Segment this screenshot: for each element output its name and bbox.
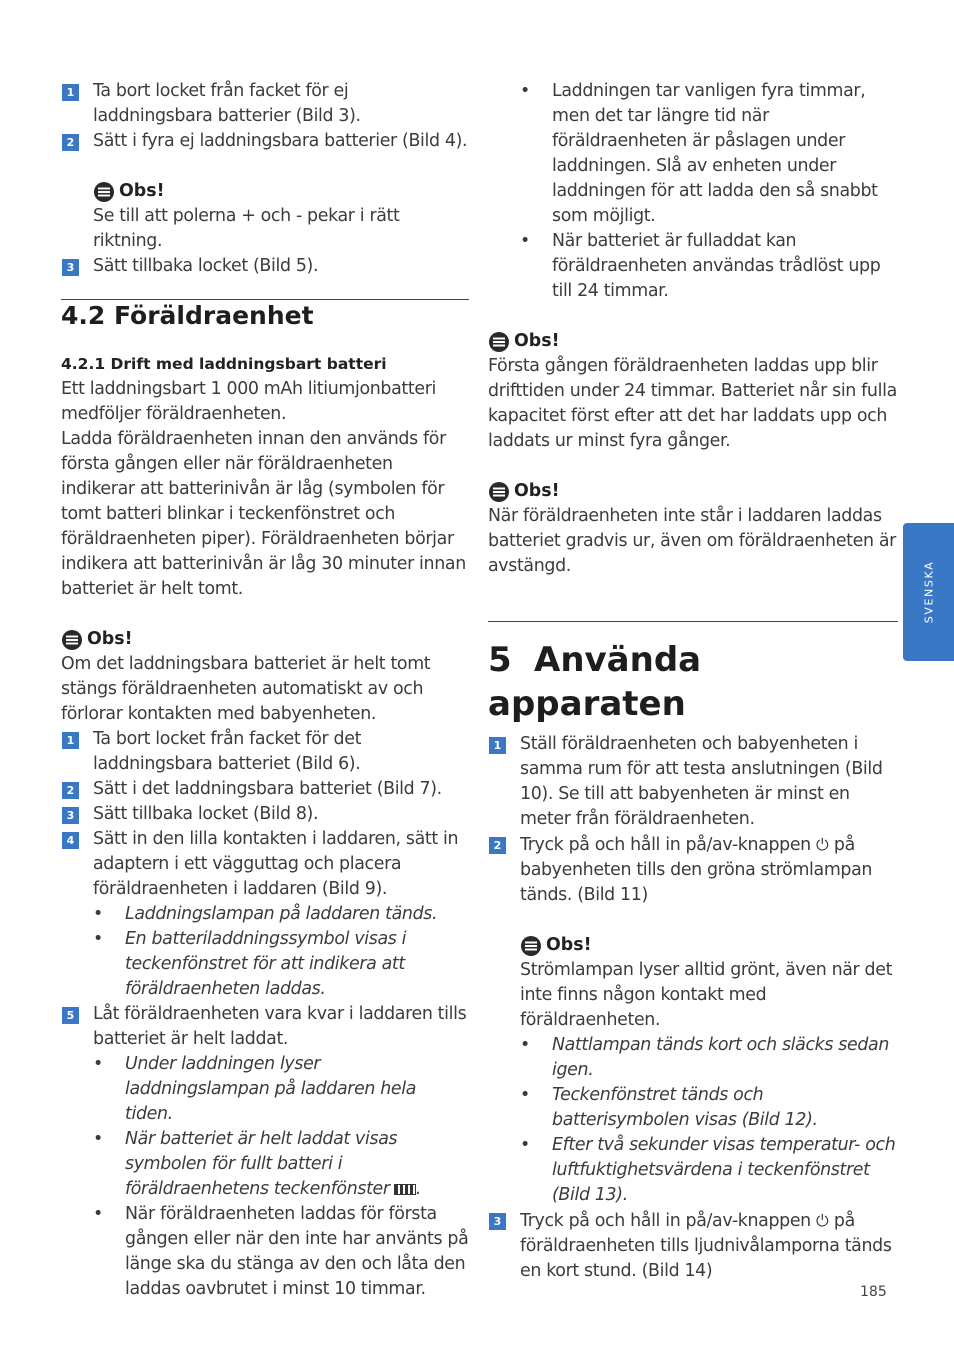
note-text: Om det laddningsbara batteriet är helt tomt stängs föräldraenheten automatiskt av och förlorar kontakten med babyenheten. — [61, 654, 431, 724]
step-text: Sätt i fyra ej laddningsbara batterier (Bild 4). — [93, 131, 468, 151]
step-number-badge: 3 — [489, 1213, 506, 1230]
note-icon — [520, 935, 542, 957]
battery-full-icon — [394, 1184, 416, 1195]
step-text: Sätt tillbaka locket (Bild 5). — [93, 256, 319, 276]
list-item: • När föräldraenheten laddas för första gången eller när den inte har använts på länge ska du stänga av den och låta den laddas oavbrutet i minst 10 timmar. — [93, 1202, 469, 1302]
note-label: Obs! — [119, 181, 165, 201]
note-icon — [93, 181, 115, 203]
step-b1 — [61, 727, 469, 777]
power-icon: ⏻ — [816, 1211, 829, 1230]
note-text: Första gången föräldraenheten laddas upp blir drifttiden under 24 timmar. Batteriet når sin fulla kapacitet först efter att det har laddats upp och laddats ur minst fyra gånger. — [488, 356, 897, 451]
note-icon — [488, 331, 510, 353]
side-tab-label: SVENSKA — [922, 560, 935, 624]
left-column — [61, 79, 469, 1302]
step-c1 — [488, 732, 898, 832]
note-c — [488, 329, 898, 454]
bullet-list — [520, 1033, 898, 1208]
chapter-title-text: Använda apparaten — [488, 640, 702, 724]
bullet-list — [93, 902, 469, 1002]
note-icon — [488, 481, 510, 503]
note-label: Obs! — [546, 935, 592, 955]
note-b — [61, 627, 469, 727]
step-number-badge: 4 — [62, 832, 79, 849]
chapter-title — [488, 621, 898, 726]
note-label: Obs! — [514, 331, 560, 351]
chapter-number: 5 — [488, 640, 512, 680]
step-number-badge: 5 — [62, 1007, 79, 1024]
step-a2 — [61, 129, 469, 154]
step-number-badge: 2 — [489, 837, 506, 854]
list-item: • Efter två sekunder visas temperatur- och luftfuktighetsvärdena i teckenfönstret (Bild 13). — [520, 1133, 898, 1208]
note-label: Obs! — [87, 629, 133, 649]
step-text: på babyenheten tills den gröna strömlampan tänds. (Bild 11) — [520, 835, 873, 905]
note-e — [488, 933, 898, 1033]
bullet-list — [520, 79, 898, 304]
step-c3 — [488, 1208, 898, 1284]
section-title: 4.2 Föräldraenhet — [61, 299, 469, 332]
step-text: Tryck på och håll in på/av-knappen — [520, 1211, 811, 1231]
step-b4 — [61, 827, 469, 902]
note-label: Obs! — [514, 481, 560, 501]
step-text: Sätt tillbaka locket (Bild 8). — [93, 804, 319, 824]
step-number-badge: 1 — [62, 732, 79, 749]
step-number-badge: 1 — [62, 84, 79, 101]
power-icon: ⏻ — [816, 835, 829, 854]
note-d — [488, 479, 898, 579]
step-number-badge: 1 — [489, 737, 506, 754]
step-text: Sätt i det laddningsbara batteriet (Bild 7). — [93, 779, 442, 799]
step-b5 — [61, 1002, 469, 1052]
paragraph: Ett laddningsbart 1 000 mAh litiumjonbatteri medföljer föräldraenheten. — [61, 379, 436, 424]
page-number: 185 — [860, 1284, 887, 1300]
note-text: Se till att polerna + och - pekar i rätt riktning. — [93, 206, 400, 251]
step-a1 — [61, 79, 469, 129]
list-item: • Teckenfönstret tänds och batterisymbolen visas (Bild 12). — [520, 1083, 898, 1133]
step-text: Ta bort locket från facket för det laddningsbara batteriet (Bild 6). — [93, 729, 362, 774]
bullet-list — [93, 1052, 469, 1302]
note-icon — [61, 629, 83, 651]
step-a3 — [61, 254, 469, 279]
right-column — [488, 79, 898, 1284]
step-b2 — [61, 777, 469, 802]
step-text: Låt föräldraenheten vara kvar i laddaren tills batteriet är helt laddat. — [93, 1004, 467, 1049]
step-number-badge: 2 — [62, 782, 79, 799]
step-number-badge: 3 — [62, 259, 79, 276]
step-text: Tryck på och håll in på/av-knappen — [520, 835, 811, 855]
list-item: • Nattlampan tänds kort och släcks sedan igen. — [520, 1033, 898, 1083]
step-b3 — [61, 802, 469, 827]
step-text: Ta bort locket från facket för ej laddningsbara batterier (Bild 3). — [93, 81, 361, 126]
step-number-badge: 3 — [62, 807, 79, 824]
list-item: • När batteriet är helt laddat visas symbolen för fullt batteri i föräldraenhetens teckenfönster . — [93, 1127, 469, 1202]
step-text: på föräldraenheten tills ljudnivålamporna tänds en kort stund. (Bild 14) — [520, 1211, 892, 1281]
paragraph: Ladda föräldraenheten innan den används för första gången eller när föräldraenheten indikerar att batterinivån är låg (symbolen för tomt batteri blinkar i teckenfönstret och föräldraenheten piper). Föräldraenheten börjar indikera att batterinivån är låg 30 minuter innan batteriet är helt tomt. — [61, 429, 466, 599]
step-text: Sätt in den lilla kontakten i laddaren, sätt in adaptern i ett vägguttag och placera föräldraenheten i laddaren (Bild 9). — [93, 829, 459, 899]
note-a — [61, 179, 469, 254]
subsection-title: 4.2.1 Drift med laddningsbart batteri — [61, 355, 387, 373]
list-item: • Laddningslampan på laddaren tänds. — [93, 902, 469, 927]
step-number-badge: 2 — [62, 134, 79, 151]
list-item: • Laddningen tar vanligen fyra timmar, men det tar längre tid när föräldraenheten är påslagen under laddningen. Slå av enheten under laddningen för att ladda den så snabbt som möjligt. — [520, 79, 898, 229]
list-item-text: När batteriet är helt laddat visas symbolen för fullt batteri i föräldraenhetens teckenfönster — [125, 1129, 398, 1199]
list-item: • Under laddningen lyser laddningslampan på laddaren hela tiden. — [93, 1052, 469, 1127]
note-text: När föräldraenheten inte står i laddaren laddas batteriet gradvis ur, även om föräldraenheten är avstängd. — [488, 506, 896, 576]
list-item: • En batteriladdningssymbol visas i teckenfönstret för att indikera att föräldraenheten laddas. — [93, 927, 469, 1002]
step-c2 — [488, 832, 898, 908]
note-text: Strömlampan lyser alltid grönt, även när det inte finns någon kontakt med föräldraenheten. — [520, 960, 893, 1030]
step-text: Ställ föräldraenheten och babyenheten i samma rum för att testa anslutningen (Bild 10). Se till att babyenheten är minst en meter från föräldraenheten. — [520, 734, 883, 829]
language-side-tab — [903, 523, 954, 661]
list-item: • När batteriet är fulladdat kan föräldraenheten användas trådlöst upp till 24 timmar. — [520, 229, 898, 304]
